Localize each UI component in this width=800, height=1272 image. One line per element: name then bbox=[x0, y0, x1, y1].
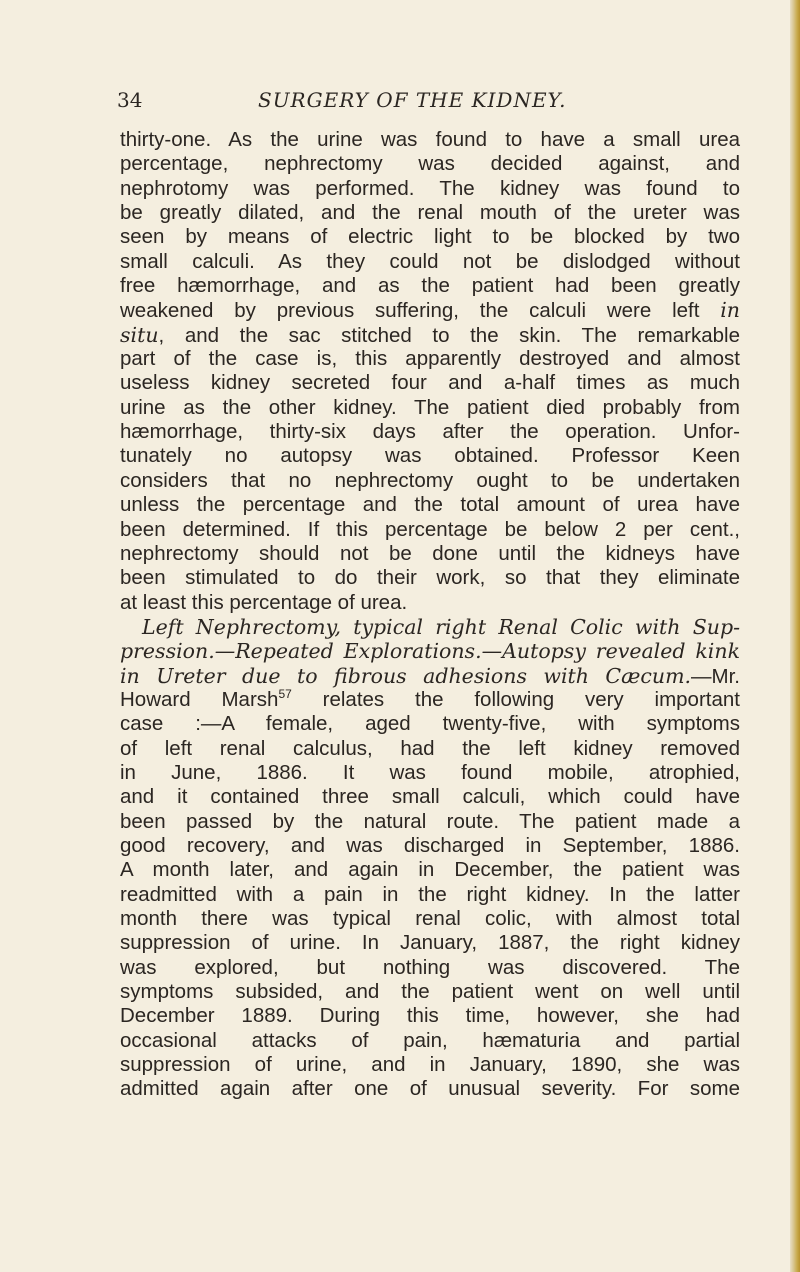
text-line bbox=[120, 518, 740, 542]
text-segment: been passed by the natural route. The patient made a bbox=[120, 809, 740, 833]
text-line bbox=[120, 566, 740, 590]
text-line bbox=[120, 493, 740, 517]
text-segment: A month later, and again in December, the patient was bbox=[120, 858, 740, 882]
page-number: 34 bbox=[117, 88, 143, 112]
text-segment: considers that no nephrectomy ought to be undertaken bbox=[120, 468, 740, 492]
text-segment: of left renal calculus, had the left kidney removed bbox=[120, 736, 740, 760]
text-segment: part of the case is, this apparently destroyed and almost bbox=[120, 347, 740, 371]
text-line bbox=[120, 639, 740, 663]
text-segment: free hæmorrhage, and as the patient had been greatly bbox=[120, 274, 740, 298]
text-segment: unless the percentage and the total amount of urea have bbox=[120, 493, 740, 517]
footnote-ref: 57 bbox=[278, 686, 292, 701]
text-segment: , and the sac stitched to the skin. The remarkable bbox=[158, 323, 740, 347]
text-line bbox=[120, 444, 740, 468]
text-segment: and it contained three small calculi, which could have bbox=[120, 785, 740, 809]
page-title: SURGERY OF THE KIDNEY. bbox=[258, 88, 567, 112]
text-line bbox=[120, 737, 740, 761]
text-segment: useless kidney secreted four and a-half times as much bbox=[120, 371, 740, 395]
text-segment: urine as the other kidney. The patient died probably from bbox=[120, 395, 740, 419]
text-segment: month there was typical renal colic, with almost total bbox=[120, 907, 740, 930]
text-segment: nephrectomy should not be done until the kidneys have bbox=[120, 541, 740, 565]
text-line bbox=[120, 810, 740, 834]
text-line bbox=[120, 907, 740, 931]
text-line bbox=[120, 177, 740, 201]
text-segment: December 1889. During this time, however, she had bbox=[120, 1004, 740, 1028]
text-line bbox=[120, 664, 740, 688]
text-segment: percentage, nephrectomy was decided against, and bbox=[120, 152, 740, 176]
text-segment: hæmorrhage, thirty-six days after the operation. Unfor- bbox=[120, 420, 740, 444]
text-segment: thirty-one. As the urine was found to have a small urea bbox=[120, 128, 740, 151]
text-line bbox=[120, 956, 740, 980]
text-segment: pression.—Repeated Explorations.—Autopsy revealed kink bbox=[120, 639, 740, 664]
text-line bbox=[120, 785, 740, 809]
text-line bbox=[120, 420, 740, 444]
text-segment: case :—A female, aged twenty-five, with symptoms bbox=[120, 712, 740, 736]
text-segment: admitted again after one of unusual severity. For some bbox=[120, 1077, 740, 1101]
text-line bbox=[120, 1029, 740, 1053]
text-segment: in bbox=[720, 298, 740, 323]
text-segment: good recovery, and was discharged in September, 1886. bbox=[120, 833, 740, 857]
text-line bbox=[120, 469, 740, 493]
text-line bbox=[120, 1053, 740, 1077]
text-line bbox=[120, 1077, 740, 1101]
text-segment: been determined. If this percentage be below 2 per cent., bbox=[120, 517, 740, 541]
text-line bbox=[120, 931, 740, 955]
text-segment: suppression of urine, and in January, 1890, she was bbox=[120, 1053, 740, 1077]
text-line bbox=[120, 980, 740, 1004]
running-head bbox=[117, 88, 737, 112]
text-line bbox=[120, 858, 740, 882]
text-segment: seen by means of electric light to be blocked by two bbox=[120, 225, 740, 249]
text-line bbox=[120, 298, 740, 322]
text-segment: be greatly dilated, and the renal mouth of the ureter was bbox=[120, 201, 740, 225]
text-line bbox=[120, 591, 740, 615]
text-segment: Left Nephrectomy, typical right Renal Colic with Sup- bbox=[142, 614, 740, 639]
text-line bbox=[120, 225, 740, 249]
text-segment: in June, 1886. It was found mobile, atrophied, bbox=[120, 760, 740, 784]
text-segment: was explored, but nothing was discovered. The bbox=[120, 955, 740, 979]
text-segment: readmitted with a pain in the right kidney. In the latter bbox=[120, 882, 740, 906]
text-segment: relates the following very important bbox=[291, 687, 740, 711]
text-segment: at least this percentage of urea. bbox=[120, 590, 408, 614]
text-segment: occasional attacks of pain, hæmaturia and partial bbox=[120, 1028, 740, 1052]
text-line bbox=[120, 396, 740, 420]
text-line bbox=[120, 347, 740, 371]
text-segment: tunately no autopsy was obtained. Professor Keen bbox=[120, 444, 740, 468]
text-segment: nephrotomy was performed. The kidney was found to bbox=[120, 176, 740, 200]
text-segment: suppression of urine. In January, 1887, the right kidney bbox=[120, 931, 740, 955]
text-segment: —Mr. bbox=[691, 664, 740, 688]
text-line bbox=[120, 250, 740, 274]
text-line bbox=[120, 615, 740, 639]
body-text bbox=[120, 128, 740, 1102]
text-line bbox=[120, 323, 740, 347]
text-segment: symptoms subsided, and the patient went on well until bbox=[120, 980, 740, 1004]
text-line bbox=[120, 834, 740, 858]
text-line bbox=[120, 274, 740, 298]
page-edge bbox=[790, 0, 800, 1272]
text-line bbox=[120, 371, 740, 395]
text-segment: small calculi. As they could not be dislodged without bbox=[120, 249, 740, 273]
text-line bbox=[120, 761, 740, 785]
text-line bbox=[120, 542, 740, 566]
text-line bbox=[120, 712, 740, 736]
text-line bbox=[120, 1004, 740, 1028]
text-segment: been stimulated to do their work, so that they eliminate bbox=[120, 566, 740, 590]
text-line bbox=[120, 152, 740, 176]
text-segment: situ bbox=[120, 322, 159, 347]
text-segment: in Ureter due to fibrous adhesions with Cæcum. bbox=[120, 663, 692, 688]
text-line bbox=[120, 883, 740, 907]
text-segment: weakened by previous suffering, the calculi were left bbox=[120, 299, 721, 323]
text-line bbox=[120, 688, 740, 712]
text-line bbox=[120, 201, 740, 225]
text-line bbox=[120, 128, 740, 152]
text-segment: Howard Marsh bbox=[120, 687, 279, 711]
